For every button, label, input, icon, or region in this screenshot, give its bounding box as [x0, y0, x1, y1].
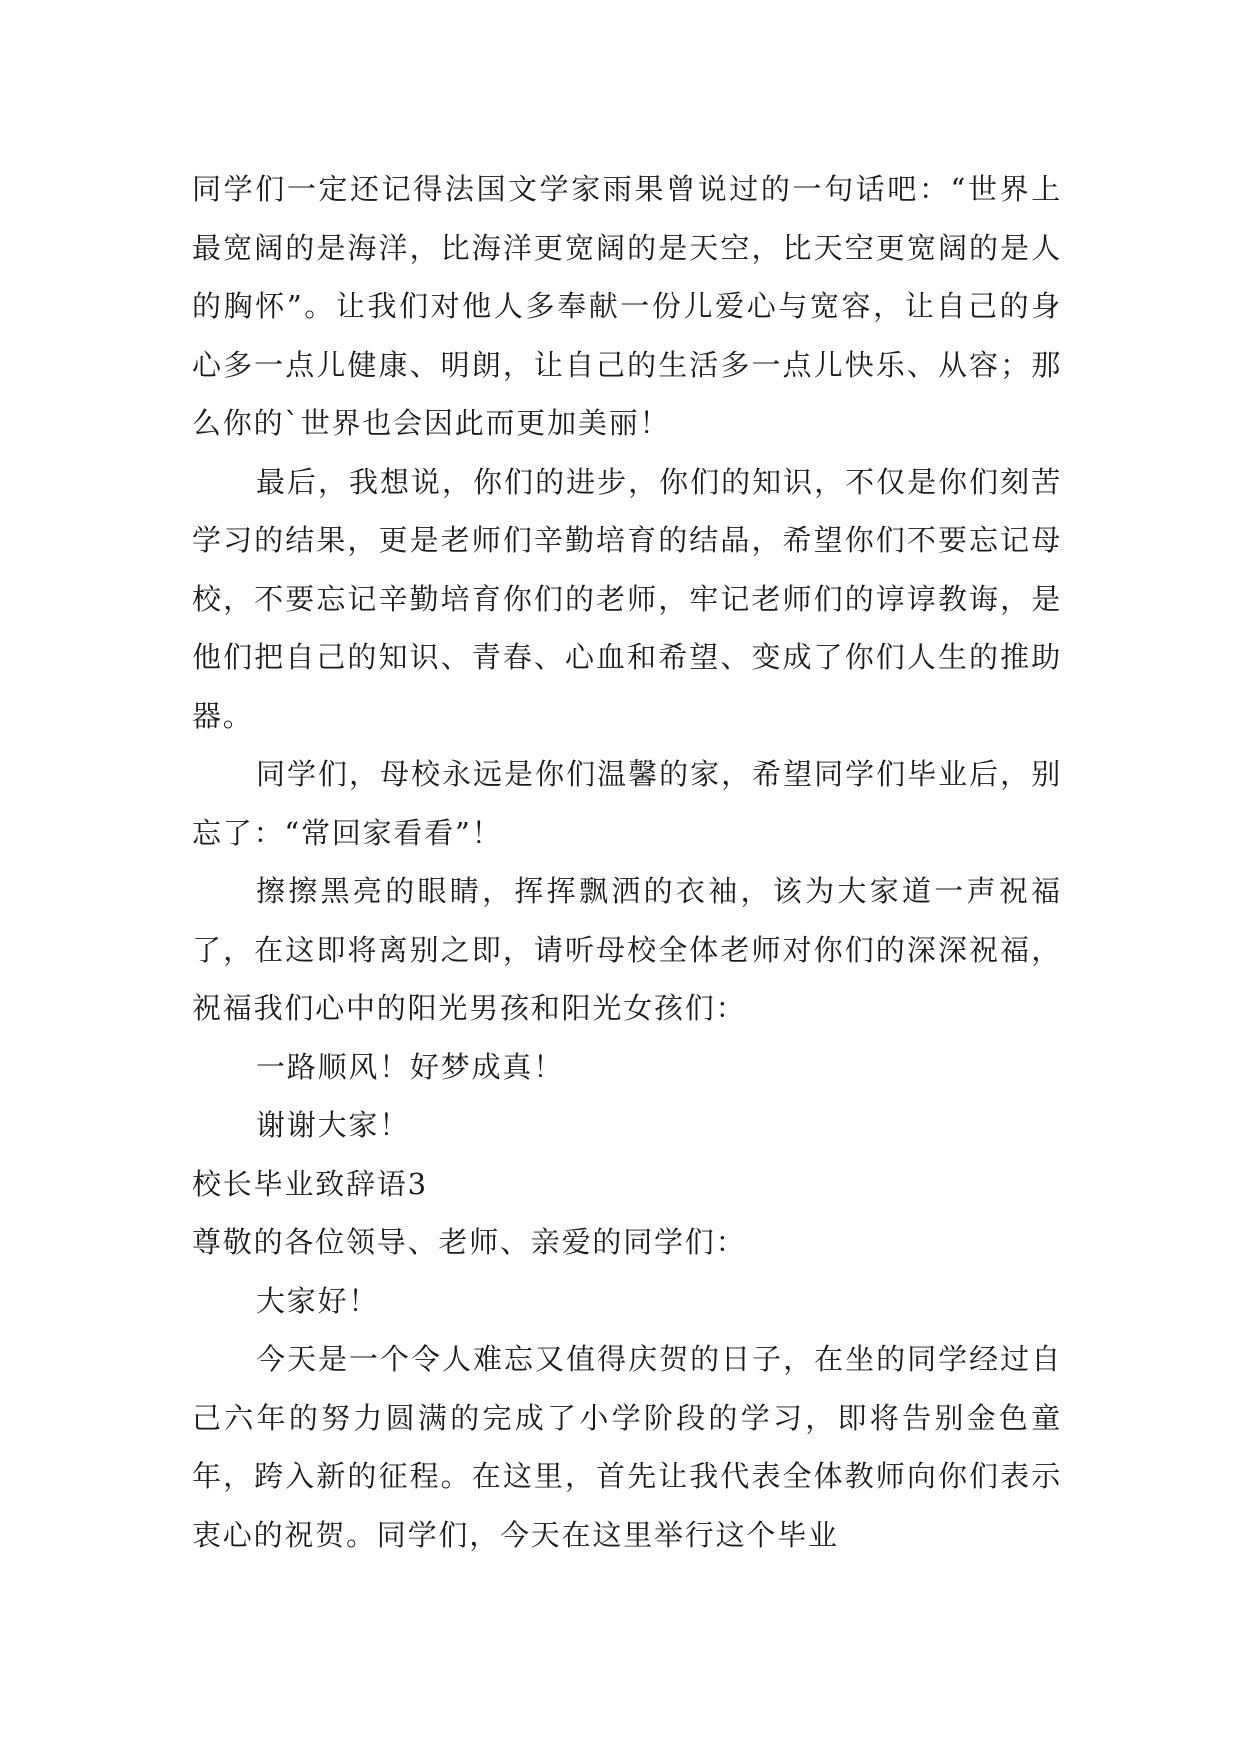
paragraph-opening: 今天是一个令人难忘又值得庆贺的日子，在坐的同学经过自己六年的努力圆满的完成了小学阶段的学习，即将告别金色童年，跨入新的征程。在这里，首先让我代表全体教师向你们表示衷心的祝贺。同学们，今天在这里举行这个毕业	[192, 1342, 1062, 1552]
paragraph-thanks: 谢谢大家！	[256, 1108, 411, 1142]
paragraph-blessing: 擦擦黑亮的眼睛，挥挥飘洒的衣袖，该为大家道一声祝福了，在这即将离别之即，请听母校全体老师对你们的深深祝福，祝福我们心中的阳光男孩和阳光女孩们：	[192, 874, 1062, 1025]
paragraph-salutation: 尊敬的各位领导、老师、亲爱的同学们：	[192, 1225, 747, 1259]
paragraph-good-wishes: 一路顺风！好梦成真！	[256, 1049, 565, 1084]
paragraph-come-home: 同学们，母校永远是你们温馨的家，希望同学们毕业后，别忘了：“常回家看看”！	[192, 757, 1062, 850]
document-body	[192, 160, 1062, 1564]
section-heading: 校长毕业致辞语3	[192, 1166, 428, 1201]
paragraph-greeting: 大家好！	[256, 1283, 380, 1318]
paragraph-closing-thoughts: 最后，我想说，你们的进步，你们的知识，不仅是你们刻苦学习的结果，更是老师们辛勤培育的结晶，希望你们不要忘记母校，不要忘记辛勤培育你们的老师，牢记老师们的谆谆教诲，是他们把自己的知识、青春、心血和希望、变成了你们人生的推助器。	[192, 464, 1062, 733]
paragraph-hugo-quote: 同学们一定还记得法国文学家雨果曾说过的一句话吧：“世界上最宽阔的是海洋，比海洋更宽阔的是天空，比天空更宽阔的是人的胸怀”。让我们对他人多奉献一份儿爱心与宽容，让自己的身心多一点儿健康、明朗，让自己的生活多一点儿快乐、从容；那么你的`世界也会因此而更加美丽！	[192, 172, 1062, 440]
